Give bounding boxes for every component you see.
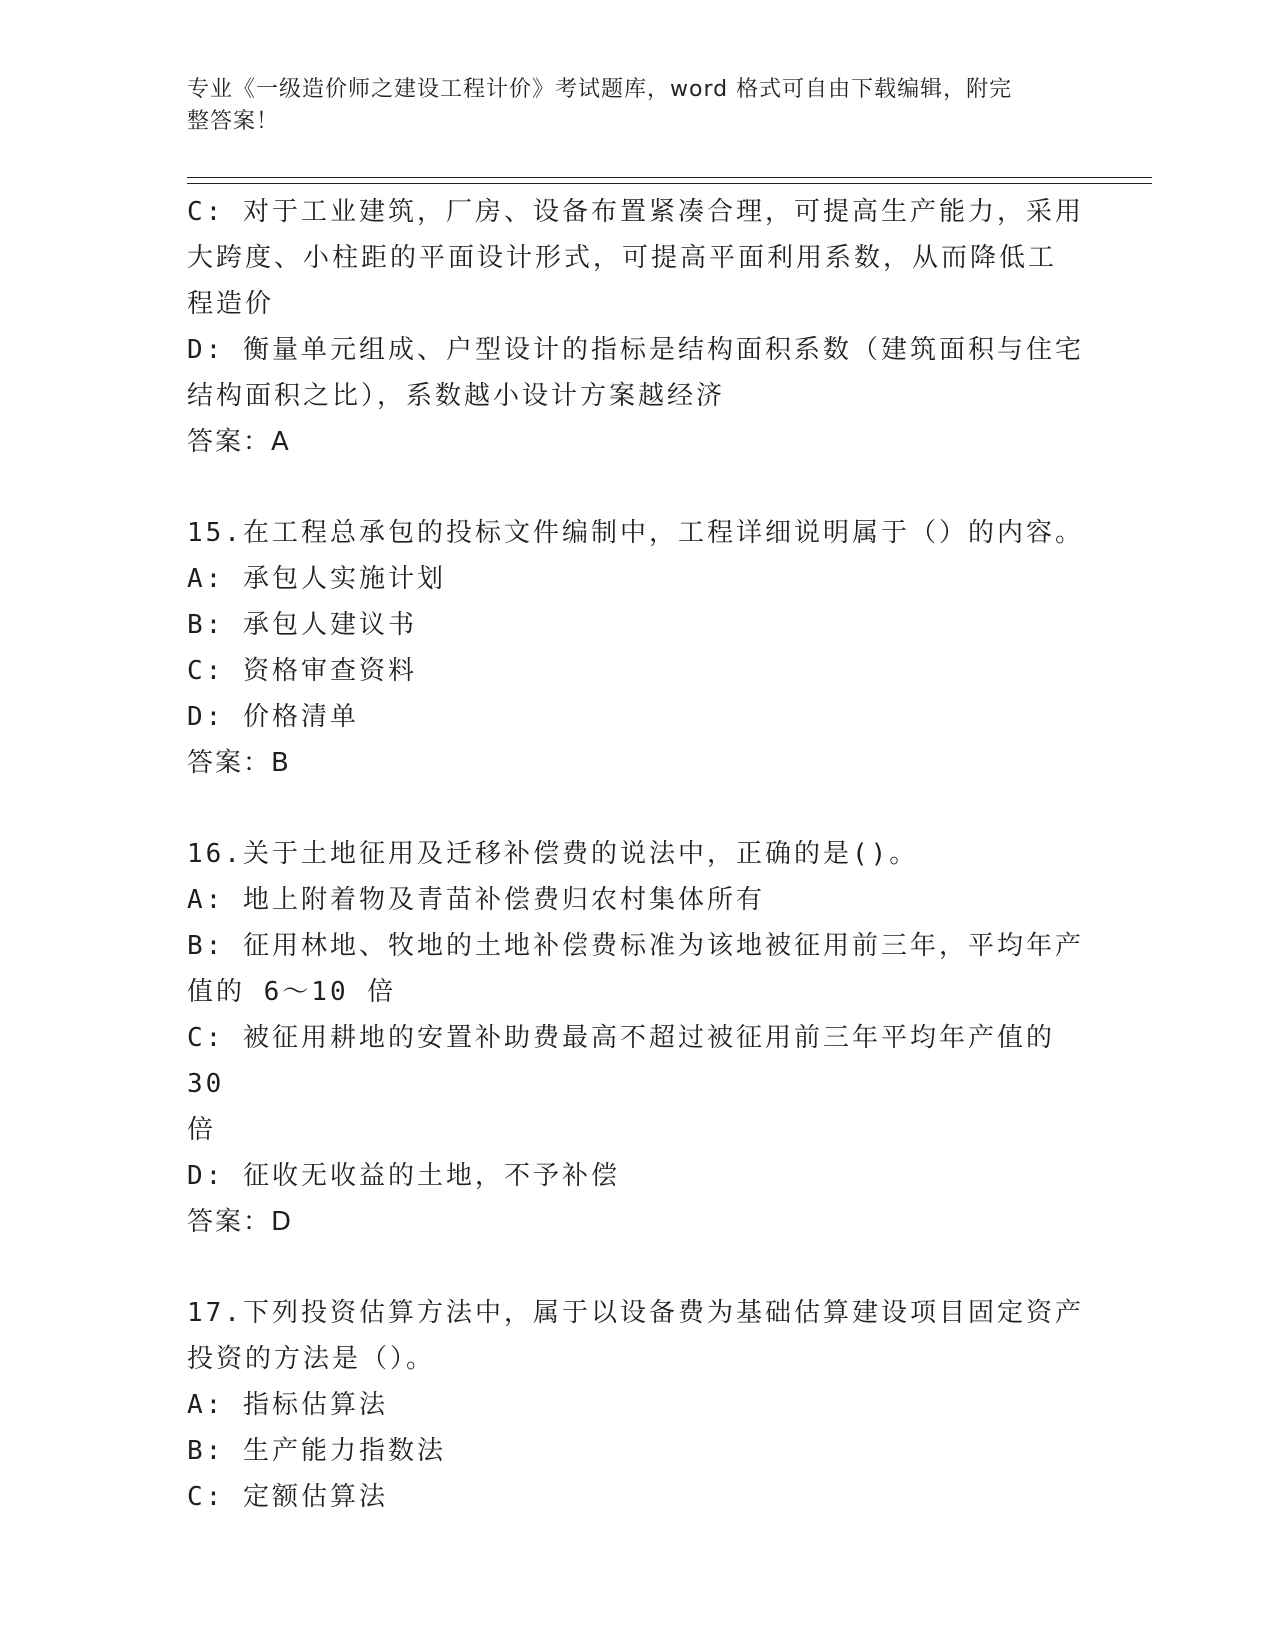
option-d-line: D: 衡量单元组成、户型设计的指标是结构面积系数（建筑面积与住宅 xyxy=(187,335,1084,365)
question-text-line: 17.下列投资估算方法中，属于以设备费为基础估算建设项目固定资产 xyxy=(187,1298,1084,1328)
question-text: 15.在工程总承包的投标文件编制中，工程详细说明属于（）的内容。 xyxy=(187,518,1084,548)
option-b-line: B: 征用林地、牧地的土地补偿费标准为该地被征用前三年，平均年产 xyxy=(187,931,1084,961)
option-d: D: 价格清单 xyxy=(187,702,359,732)
option-c-line: 程造价 xyxy=(187,289,275,319)
question-text-line: 投资的方法是（）。 xyxy=(187,1344,436,1374)
spacer xyxy=(187,465,1087,510)
previous-question-tail xyxy=(187,189,1087,465)
header-line-1: 专业《一级造价师之建设工程计价》考试题库，word 格式可自由下载编辑，附完 xyxy=(187,77,1013,102)
spacer xyxy=(187,1245,1087,1290)
answer-line: 答案：A xyxy=(187,427,291,457)
answer-line: 答案：D xyxy=(187,1207,294,1237)
question-15 xyxy=(187,510,1087,786)
option-c: C: 资格审查资料 xyxy=(187,656,417,686)
page-header xyxy=(187,74,1067,138)
option-b-line: 值的 6～10 倍 xyxy=(187,977,397,1007)
option-d-line: 结构面积之比），系数越小设计方案越经济 xyxy=(187,381,726,411)
option-a: A: 指标估算法 xyxy=(187,1390,388,1420)
header-divider-bottom xyxy=(187,183,1152,184)
option-a: A: 地上附着物及青苗补偿费归农村集体所有 xyxy=(187,885,765,915)
question-17 xyxy=(187,1290,1087,1520)
option-c: C: 定额估算法 xyxy=(187,1482,388,1512)
option-c-line: C: 被征用耕地的安置补助费最高不超过被征用前三年平均年产值的 30 xyxy=(187,1023,1074,1099)
option-b: B: 生产能力指数法 xyxy=(187,1436,446,1466)
option-c-line: C: 对于工业建筑，厂房、设备布置紧凑合理，可提高生产能力，采用 xyxy=(187,197,1084,227)
option-c-line: 大跨度、小柱距的平面设计形式，可提高平面利用系数，从而降低工 xyxy=(187,243,1058,273)
option-b: B: 承包人建议书 xyxy=(187,610,417,640)
question-content xyxy=(187,189,1087,1520)
option-a: A: 承包人实施计划 xyxy=(187,564,446,594)
question-text: 16.关于土地征用及迁移补偿费的说法中，正确的是()。 xyxy=(187,839,919,869)
header-divider-top xyxy=(187,177,1152,178)
spacer xyxy=(187,786,1087,831)
header-line-2: 整答案！ xyxy=(187,109,280,134)
question-16 xyxy=(187,831,1087,1245)
option-c-line: 倍 xyxy=(187,1115,217,1145)
answer-line: 答案：B xyxy=(187,748,291,778)
option-d: D: 征收无收益的土地，不予补偿 xyxy=(187,1161,620,1191)
